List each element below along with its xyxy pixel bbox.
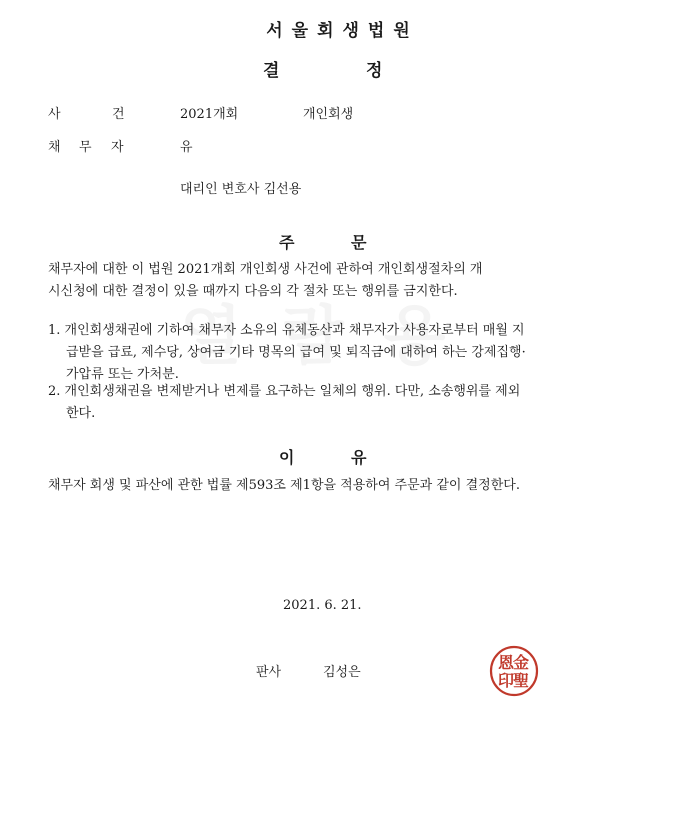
order-item-line: 급받을 급료, 제수당, 상여금 기타 명목의 급여 및 퇴직금에 대하여 하는 강제집행·: [66, 345, 526, 360]
case-number: 2021개회: [180, 107, 239, 122]
seal-char: 恩: [497, 653, 515, 672]
order-item-1: [48, 320, 526, 386]
reason-text: 채무자 회생 및 파산에 관한 법률 제593조 제1항을 적용하여 주문과 같이 결정한다.: [48, 478, 520, 493]
reason-heading: 이 유: [279, 448, 367, 467]
order-item-line: 가압류 또는 가처분.: [66, 367, 179, 382]
case-label: 사 건: [48, 107, 125, 122]
order-item-2: [48, 381, 520, 425]
order-intro-line: 시신청에 대한 결정이 있을 때까지 다음의 각 절차 또는 행위를 금지한다.: [48, 284, 458, 299]
judge-title: 판사: [256, 665, 282, 680]
seal-char: 金: [512, 653, 530, 672]
debtor-name: 유: [180, 140, 193, 155]
order-heading: 주 문: [279, 233, 367, 252]
case-type: 개인회생: [303, 107, 354, 122]
seal-char: 聖: [512, 671, 530, 690]
document-title-char: 결: [263, 61, 280, 81]
order-item-line: 1. 개인회생채권에 기하여 채무자 소유의 유체동산과 채무자가 사용자로부터 매월 지: [48, 323, 525, 338]
order-item-line: 2. 개인회생채권을 변제받거나 변제를 요구하는 일체의 행위. 다만, 소송행위를 제외: [48, 384, 521, 399]
decision-date: 2021. 6. 21.: [283, 598, 362, 613]
order-intro: [48, 259, 482, 303]
judge-name: 김성은: [323, 665, 361, 680]
order-intro-line: 채무자에 대한 이 법원 2021개회 개인회생 사건에 관하여 개인회생절차의 개: [48, 262, 483, 277]
order-item-line: 한다.: [66, 406, 96, 421]
document-title: [0, 56, 685, 80]
document-title-char: 정: [366, 61, 383, 81]
seal-char: 印: [497, 671, 515, 690]
debtor-representative: 대리인 변호사 김선용: [180, 182, 302, 197]
debtor-label: 채 무 자: [48, 140, 124, 155]
judge-seal-icon: [489, 645, 539, 697]
court-name: 서울회생법원: [266, 21, 419, 41]
